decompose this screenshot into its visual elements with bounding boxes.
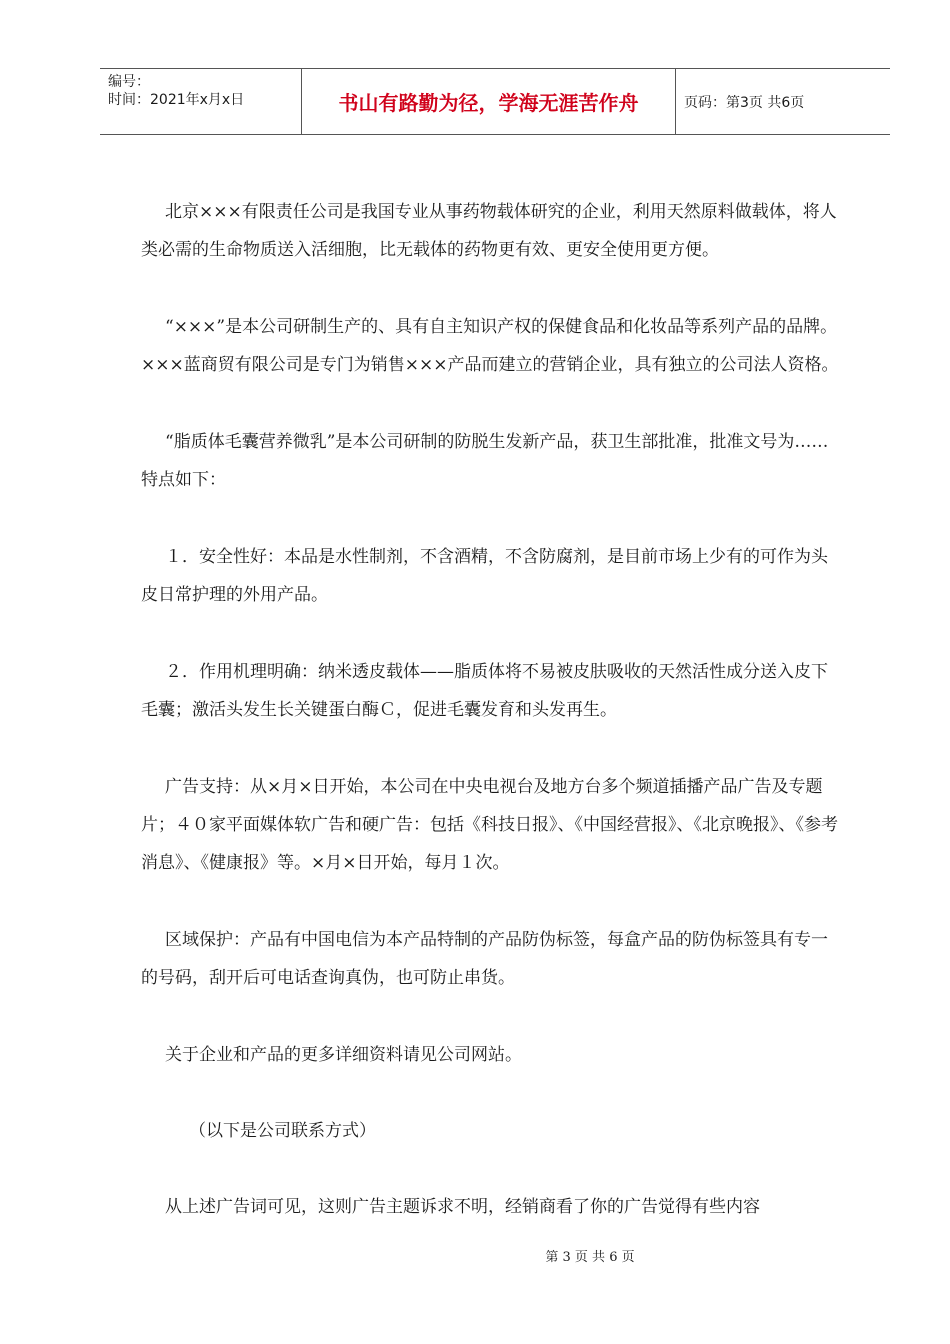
paragraph-company-intro: 北京×××有限责任公司是我国专业从事药物载体研究的企业，利用天然原料做载体，将人类必需的生命物质送入活细胞，比无载体的药物更有效、更安全使用更方便。 [141, 202, 837, 260]
paragraph-product: “脂质体毛囊营养微乳”是本公司研制的防脱生发新产品，获卫生部批准，批准文号为……特点如下： [141, 432, 829, 490]
paragraph-ad-support: 广告支持：从×月×日开始，本公司在中央电视台及地方台多个频道插播产品广告及专题片；４０家平面媒体软广告和硬广告：包括《科技日报》、《中国经营报》、《北京晚报》、《参考消息》、《健康报》等。×月×日开始，每月１次。 [141, 777, 838, 873]
header-meta [100, 69, 302, 134]
header-time: 时间：2021年x月x日 [108, 92, 245, 108]
page-footer: 第 3 页 共 6 页 [545, 1250, 635, 1265]
header-page-number: 页码：第3页 共6页 [684, 94, 805, 111]
paragraph-contact-note: （以下是公司联系方式） [189, 1121, 376, 1141]
paragraph-region-protection: 区域保护：产品有中国电信为本产品特制的产品防伪标签，每盒产品的防伪标签具有专一的号码，刮开后可电话查询真伪，也可防止串货。 [141, 930, 828, 988]
document-body [141, 193, 843, 1226]
header-number: 编号： [108, 74, 150, 90]
paragraph-feature-1: １．安全性好：本品是水性制剂，不含酒精，不含防腐剂，是目前市场上少有的可作为头皮日常护理的外用产品。 [141, 547, 828, 605]
page-header [100, 68, 890, 135]
header-motto: 书山有路勤为径，学海无涯苦作舟 [302, 69, 676, 134]
paragraph-more-info: 关于企业和产品的更多详细资料请见公司网站。 [165, 1045, 522, 1065]
paragraph-feature-2: ２．作用机理明确：纳米透皮载体——脂质体将不易被皮肤吸收的天然活性成分送入皮下毛囊；激活头发生长关键蛋白酶Ｃ，促进毛囊发育和头发再生。 [141, 662, 828, 720]
paragraph-brand: “×××”是本公司研制生产的、具有自主知识产权的保健食品和化妆品等系列产品的品牌。×××蓝商贸有限公司是专门为销售×××产品而建立的营销企业，具有独立的公司法人资格。 [141, 317, 839, 375]
paragraph-analysis: 从上述广告词可见，这则广告主题诉求不明，经销商看了你的广告觉得有些内容 [165, 1197, 760, 1217]
